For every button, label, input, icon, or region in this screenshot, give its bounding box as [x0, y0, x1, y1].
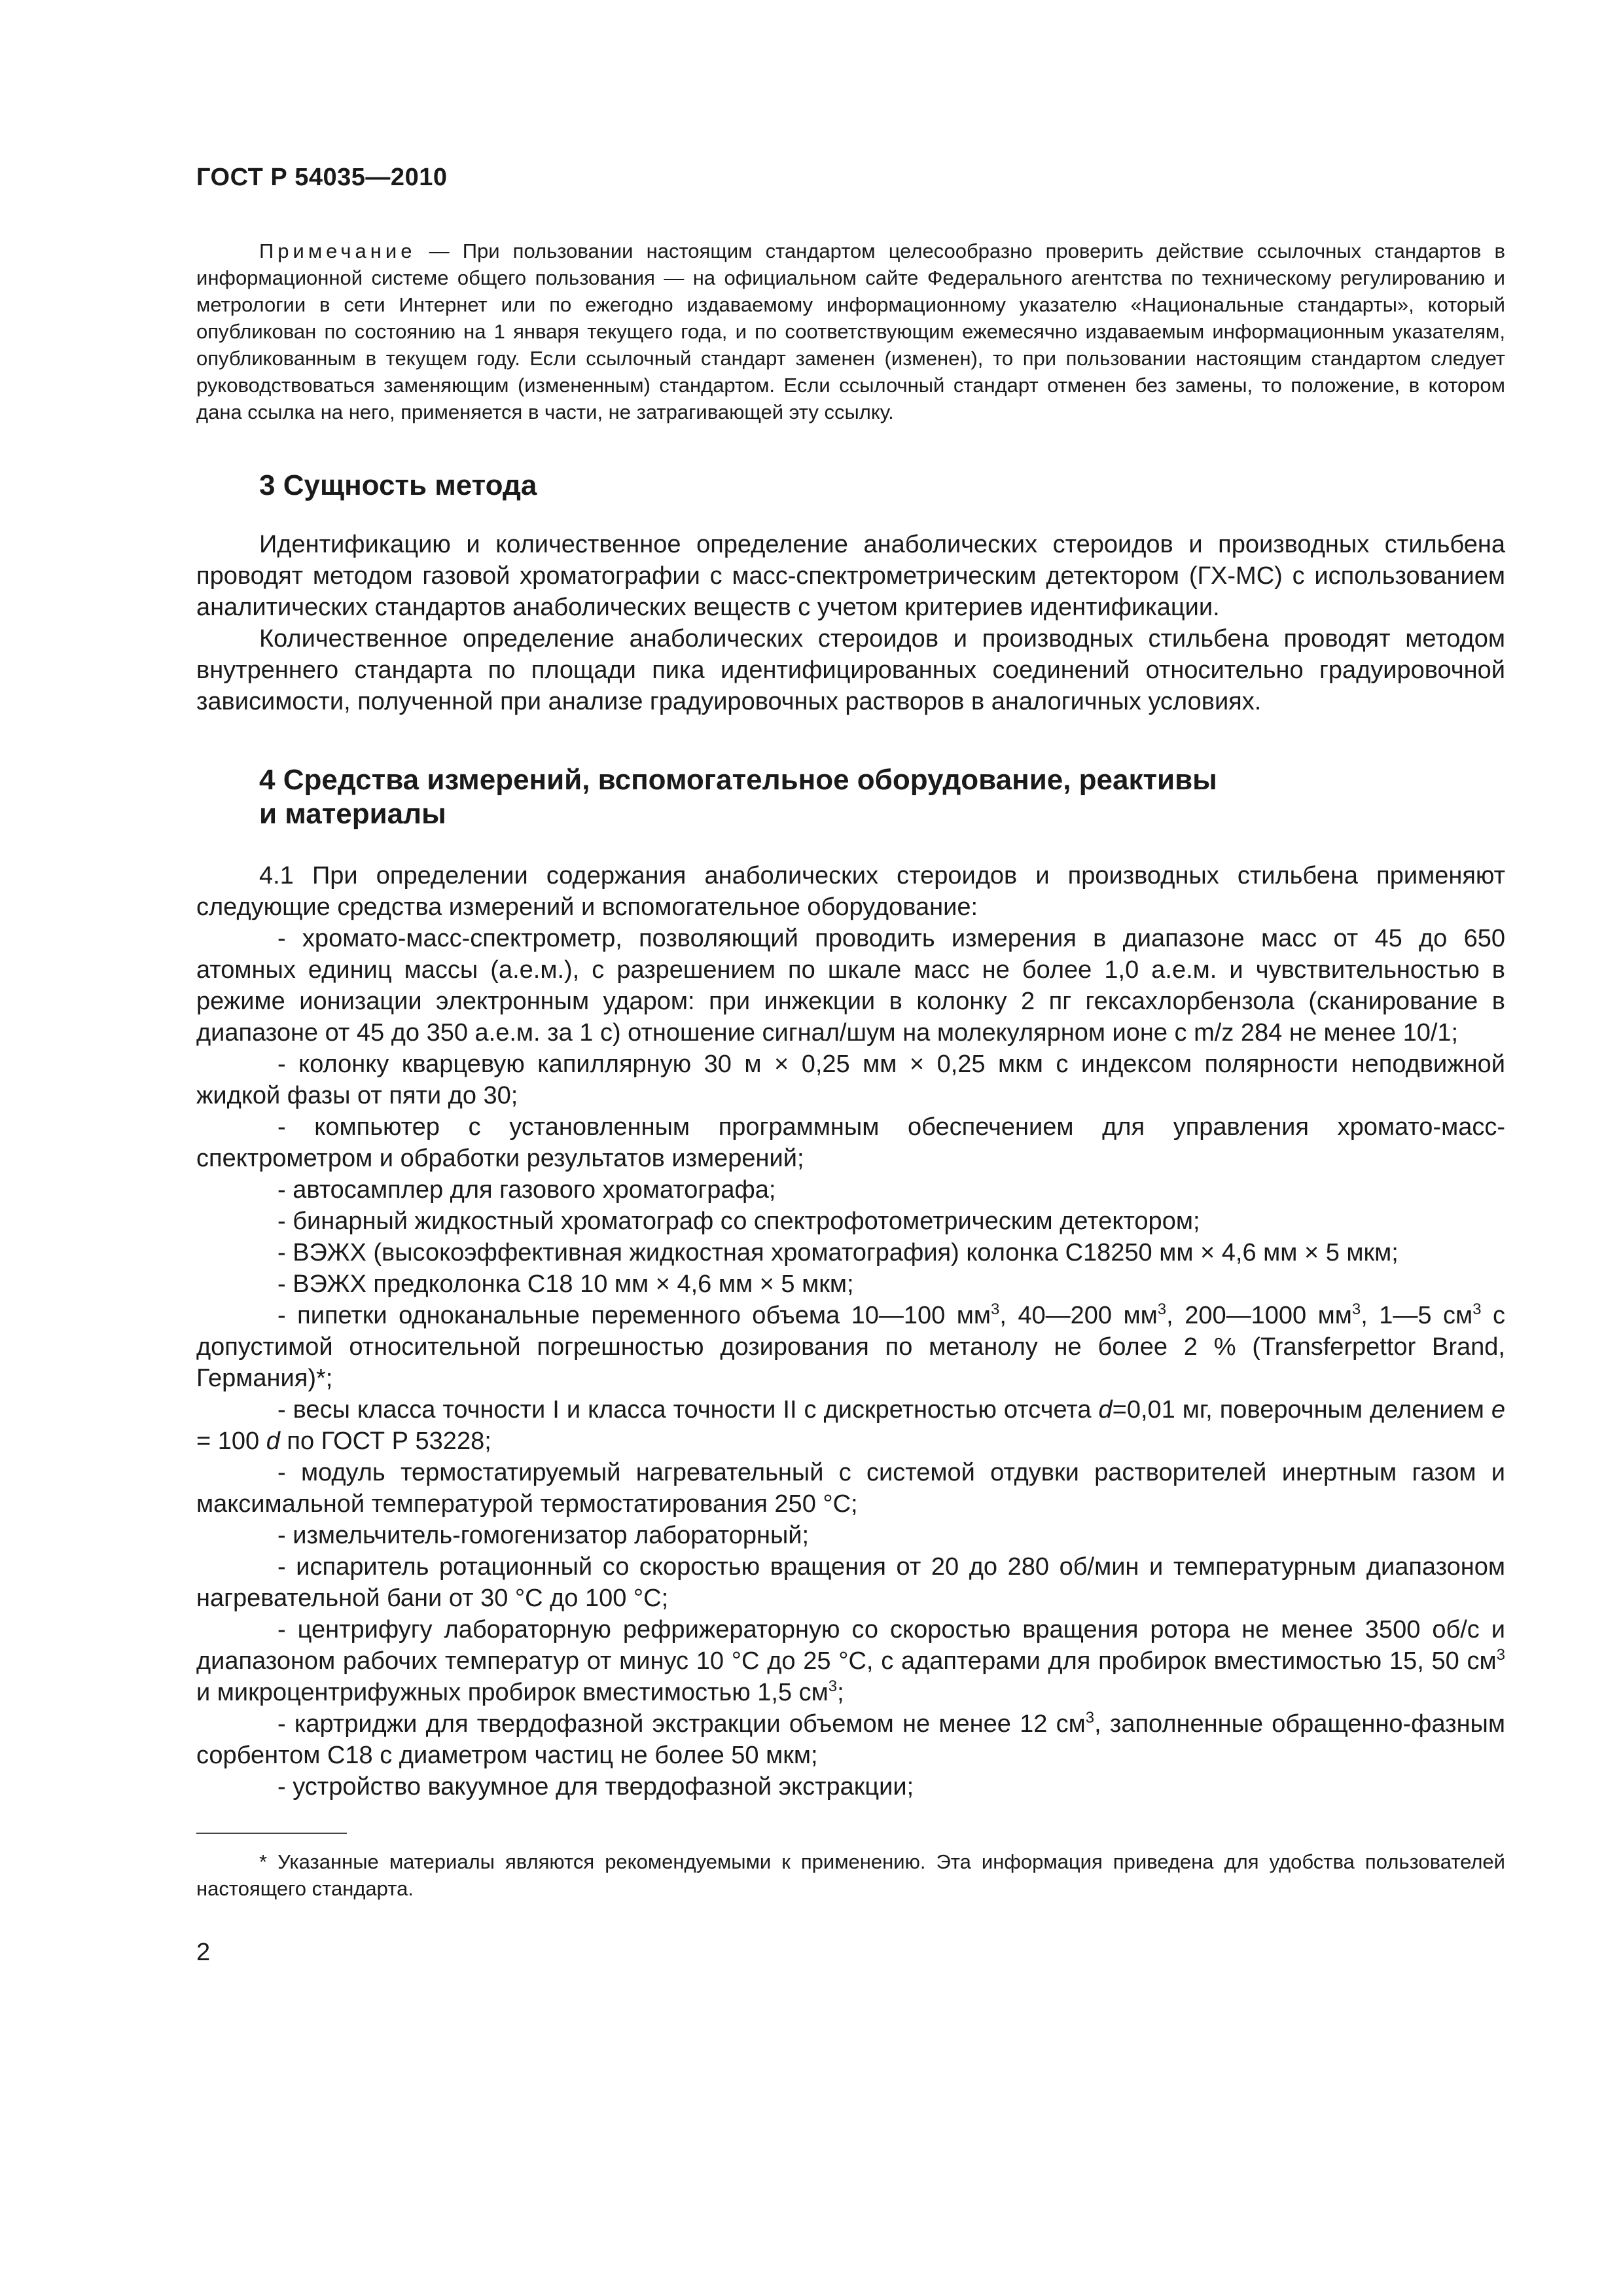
list-item: - испаритель ротационный со скоростью вращения от 20 до 280 об/мин и температурным диапазоном нагревательной бани от 30 °С до 100 °С; — [196, 1553, 1505, 1612]
list-item: - центрифугу лабораторную рефрижераторную со скоростью вращения ротора не менее 3500 об/с и диапазоном рабочих температур от минус 10 °С до 25 °С, с адаптерами для пробирок вместимостью 15, 50 $см^3$ и микроцентрифужных пробирок вместимостью 1,5 $см^3$; — [196, 1616, 1505, 1706]
list-item: - бинарный жидкостный хроматограф со спектрофотометрическим детектором; — [277, 1208, 1200, 1235]
section-3-paragraph-2: Количественное определение анаболических стероидов и производных стильбена проводят методом внутреннего стандарта по площади пика идентифицированных соединений относительно градуировочной зависимости, полученной при анализе градуировочных растворов в аналогичных условиях. — [196, 625, 1505, 715]
document-code: ГОСТ Р 54035—2010 — [196, 164, 448, 191]
note-label: Примечание — [259, 240, 416, 262]
list-item: - пипетки одноканальные переменного объема 10—100 $мм^3$, 40—200 $мм^3$, 200—1000 $мм^3$, 1—5 $см^3$ с допустимой относительной погрешностью дозирования по метанолу не более 2 % (Transferpettor Brand, Германия)*; — [196, 1300, 1505, 1392]
section-4-title: 4 Средства измерений, вспомогательное оборудование, реактивы и материалы — [259, 764, 1217, 830]
list-item: - измельчитель-гомогенизатор лабораторный; — [277, 1522, 810, 1549]
list-item: - хромато-масс-спектрометр, позволяющий проводить измерения в диапазоне масс от 45 до 650 атомных единиц массы (а.е.м.), с разрешением по шкале масс не более 1,0 а.е.м. и чувствительностью в режиме ионизации электронным ударом: при инжекции в колонку 2 пг гексахлорбензола (сканирование в диапазоне от 45 до 350 а.е.м. за 1 с) отношение сигнал/шум на молекулярном ионе с m/z 284 не менее 10/1; — [196, 925, 1505, 1047]
list-item: - колонку кварцевую капиллярную 30 м × 0,25 мм × 0,25 мкм с индексом полярности неподвижной жидкой фазы от пяти до 30; — [196, 1050, 1505, 1109]
list-item: - ВЭЖХ предколонка С18 10 мм × 4,6 мм × 5 мкм; — [277, 1270, 854, 1298]
list-item: - ВЭЖХ (высокоэффективная жидкостная хроматография) колонка С18250 мм × 4,6 мм × 5 мкм; — [277, 1239, 1399, 1266]
section-3-title: 3 Сущность метода — [259, 469, 537, 501]
section-3-paragraph-1: Идентификацию и количественное определение анаболических стероидов и производных стильбена проводят методом газовой хроматографии с масс-спектрометрическим детектором (ГХ-МС) с использованием аналитических стандартов анаболических веществ с учетом критериев идентификации. — [196, 531, 1505, 621]
list-item: - автосамплер для газового хроматографа; — [277, 1176, 776, 1204]
page-number: 2 — [196, 1939, 211, 1966]
list-item: - весы класса точности I и класса точности II с дискретностью отсчета d=0,01 мг, поверочным делением e = 100 d по ГОСТ Р 53228; — [196, 1396, 1505, 1455]
reference-note — [196, 238, 1505, 425]
list-item: - картриджи для твердофазной экстракции объемом не менее 12 $см^3$, заполненные обращенно-фазным сорбентом С18 с диаметром частиц не более 50 мкм; — [196, 1709, 1505, 1769]
note-text: — При пользовании настоящим стандартом целесообразно проверить действие ссылочных стандартов в информационной системе общего пользования — на официальном сайте Федерального агентства по техническому регулированию и метрологии в сети Интернет или по ежегодно издаваемому информационному указателю «Национальные стандарты», который опубликован по состоянию на 1 января текущего года, и по соответствующим ежемесячно издаваемым информационным указателям, опубликованным в текущем году. Если ссылочный стандарт заменен (изменен), то при пользовании настоящим стандартом следует руководствоваться заменяющим (измененным) стандартом. Если ссылочный стандарт отменен без замены, то положение, в котором дана ссылка на него, применяется в части, не затрагивающей эту ссылку. — [196, 240, 1505, 423]
footnote-divider — [196, 1833, 347, 1834]
section-4-1-intro: 4.1 При определении содержания анаболических стероидов и производных стильбена применяют следующие средства измерений и вспомогательное оборудование: — [196, 862, 1505, 921]
equipment-list — [196, 860, 1505, 1803]
list-item: - устройство вакуумное для твердофазной экстракции; — [277, 1773, 914, 1801]
list-item: - компьютер с установленным программным обеспечением для управления хромато-масс-спектрометром и обработки результатов измерений; — [196, 1113, 1505, 1172]
list-item: - модуль термостатируемый нагревательный с системой отдувки растворителей инертным газом и максимальной температурой термостатирования 250 °С; — [196, 1459, 1505, 1518]
document-page — [196, 164, 1505, 1967]
footnote: * Указанные материалы являются рекомендуемыми к применению. Эта информация приведена для удобства пользователей настоящего стандарта. — [196, 1850, 1505, 1900]
spacer — [196, 717, 1505, 763]
